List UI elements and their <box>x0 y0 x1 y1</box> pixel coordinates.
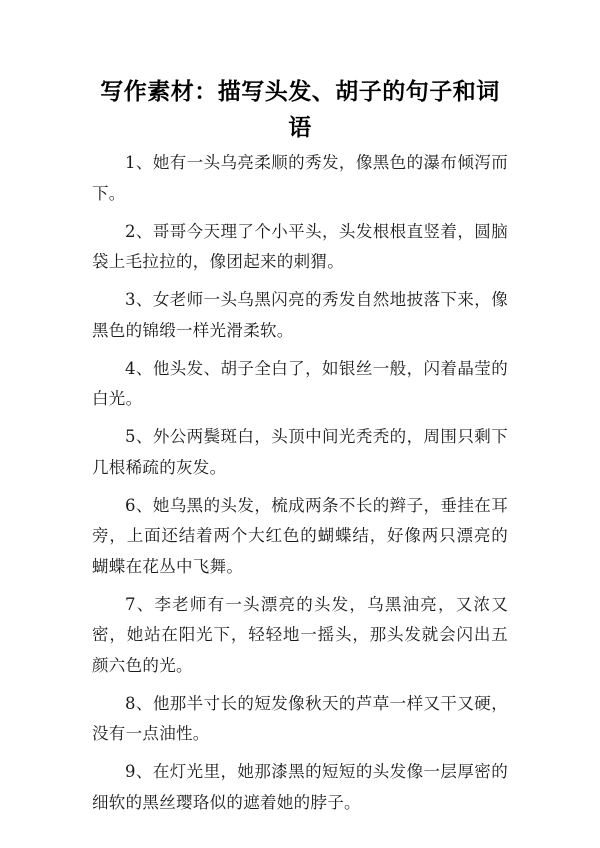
paragraph-7: 7、李老师有一头漂亮的头发，乌黑油亮，又浓又密，她站在阳光下，轻轻地一摇头，那头发就会闪出五颜六色的光。 <box>92 594 508 675</box>
paragraph-8: 8、他那半寸长的短发像秋天的芦草一样又干又硬，没有一点油性。 <box>92 693 508 743</box>
paragraph-6: 6、她乌黑的头发，梳成两条不长的辫子，垂挂在耳旁，上面还结着两个大红色的蝴蝶结，好像两只漂亮的蝴蝶在花丛中飞舞。 <box>92 495 508 576</box>
paragraph-4: 4、他头发、胡子全白了，如银丝一般，闪着晶莹的白光。 <box>92 358 508 408</box>
paragraph-5: 5、外公两鬓斑白，头顶中间光秃秃的，周围只剩下几根稀疏的灰发。 <box>92 427 508 477</box>
paragraph-3: 3、女老师一头乌黑闪亮的秀发自然地披落下来，像黑色的锦缎一样光滑柔软。 <box>92 290 508 340</box>
paragraph-1: 1、她有一头乌亮柔顺的秀发，像黑色的瀑布倾泻而下。 <box>92 153 508 203</box>
document-title: 写作素材：描写头发、胡子的句子和词语 <box>100 79 500 141</box>
paragraph-2: 2、哥哥今天理了个小平头，头发根根直竖着，圆脑袋上毛拉拉的，像团起来的刺猬。 <box>92 221 508 271</box>
document-body <box>92 148 508 826</box>
paragraph-9: 9、在灯光里，她那漆黑的短短的头发像一层厚密的细软的黑丝璎珞似的遮着她的脖子。 <box>92 762 508 812</box>
